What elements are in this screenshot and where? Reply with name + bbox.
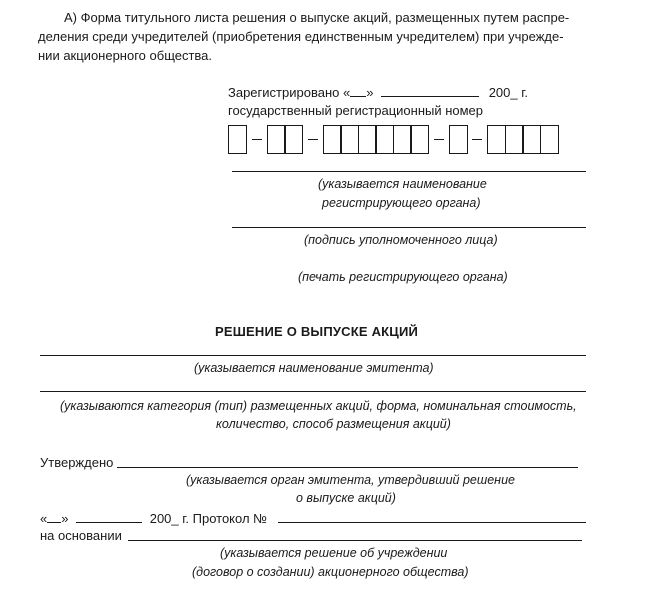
basis-hint-1: (указывается решение об учреждении — [220, 546, 448, 560]
number-cell[interactable] — [487, 125, 506, 154]
organ-name-hint-1: (указывается наименование — [318, 177, 487, 191]
protocol-close: » — [61, 511, 69, 526]
number-cell-group — [267, 125, 302, 154]
protocol-year: 200_ г. Протокол № — [149, 511, 268, 526]
state-number-label: государственный регистрационный номер — [228, 103, 484, 118]
number-cell-group — [323, 125, 428, 154]
number-cell[interactable] — [358, 125, 377, 154]
number-separator-dash — [252, 139, 262, 140]
protocol-open: « — [40, 511, 48, 526]
protocol-number-line[interactable] — [278, 522, 586, 523]
number-separator-dash — [434, 139, 444, 140]
number-cell[interactable] — [505, 125, 524, 154]
registered-line — [228, 84, 528, 100]
number-cell[interactable] — [410, 125, 429, 154]
number-cell[interactable] — [284, 125, 303, 154]
organ-name-hint-2: регистрирующего органа) — [322, 196, 481, 210]
basis-hint-2: (договор о создании) акционерного общества) — [192, 565, 469, 579]
number-cell[interactable] — [323, 125, 342, 154]
number-separator-dash — [472, 139, 482, 140]
number-cell[interactable] — [449, 125, 468, 154]
number-cell-group — [449, 125, 467, 154]
category-hint-2: количество, способ размещения акций) — [216, 417, 451, 431]
intro-line-3: нии акционерного общества. — [38, 48, 213, 63]
basis-label: на основании — [40, 528, 122, 543]
number-cell[interactable] — [375, 125, 394, 154]
protocol-line — [40, 510, 267, 526]
number-separator-dash — [308, 139, 318, 140]
share-category-line[interactable] — [40, 391, 586, 392]
intro-paragraph — [38, 8, 618, 65]
approved-label: Утверждено — [40, 455, 114, 470]
intro-line-1: А) Форма титульного листа решения о выпуске акций, размещенных путем распре- — [64, 10, 570, 25]
approved-organ-line[interactable] — [117, 467, 578, 468]
number-cell[interactable] — [267, 125, 286, 154]
protocol-month-blank[interactable] — [76, 510, 142, 523]
seal-hint: (печать регистрирующего органа) — [298, 270, 508, 284]
category-hint-1: (указываются категория (тип) размещенных акций, форма, номинальная стоимость, — [60, 399, 577, 413]
signature-hint: (подпись уполномоченного лица) — [304, 233, 498, 247]
approved-hint-1: (указывается орган эмитента, утвердивший решение — [186, 473, 515, 487]
registration-number-boxes[interactable] — [228, 125, 557, 154]
number-cell[interactable] — [540, 125, 559, 154]
number-cell-group — [228, 125, 246, 154]
number-cell[interactable] — [522, 125, 541, 154]
registered-prefix: Зарегистрировано « — [228, 85, 351, 100]
protocol-day-blank[interactable] — [47, 510, 61, 523]
basis-line[interactable] — [128, 540, 582, 541]
issuer-hint: (указывается наименование эмитента) — [194, 361, 434, 375]
signature-line[interactable] — [232, 227, 586, 228]
registered-mid: » — [366, 85, 374, 100]
number-cell-group — [487, 125, 557, 154]
month-blank[interactable] — [381, 84, 479, 97]
number-cell[interactable] — [340, 125, 359, 154]
decision-title: РЕШЕНИЕ О ВЫПУСКЕ АКЦИЙ — [215, 324, 419, 339]
registered-year: 200_ г. — [488, 85, 528, 100]
number-cell[interactable] — [228, 125, 247, 154]
day-blank[interactable] — [350, 84, 366, 97]
approved-hint-2: о выпуске акций) — [296, 491, 396, 505]
intro-line-2: деления среди учредителей (приобретения единственным учредителем) при учрежде- — [38, 29, 564, 44]
organ-name-line[interactable] — [232, 171, 586, 172]
issuer-name-line[interactable] — [40, 355, 586, 356]
number-cell[interactable] — [393, 125, 412, 154]
